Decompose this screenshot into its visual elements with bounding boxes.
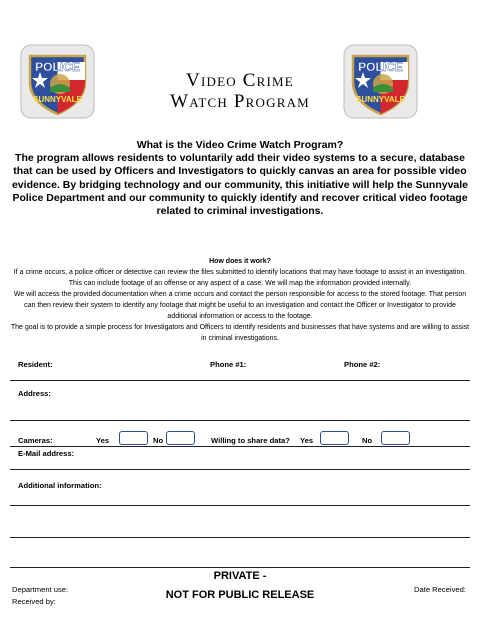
cameras-label: Cameras: [18, 436, 53, 445]
intro-question: What is the Video Crime Watch Program? [136, 139, 344, 151]
title-line-2: Watch Program [170, 91, 310, 112]
willing-no-label: No [362, 436, 373, 445]
resident-label: Resident: [18, 360, 53, 369]
additional-info-label: Additional information: [18, 481, 102, 490]
phone1-label: Phone #1: [210, 360, 247, 369]
svg-text:POLICE: POLICE [35, 60, 80, 74]
svg-text:POLICE: POLICE [358, 60, 403, 74]
willing-no-checkbox[interactable] [381, 431, 410, 445]
svg-text:SUNNYVALE: SUNNYVALE [33, 95, 82, 104]
how-paragraph-2: We will access the provided documentation when a crime occurs and contact the person responsible for access to the stored footage. That person can then review their system to identify any footage that might be useful to an investigation and contact the Officer or Investigator to provide additional information or access to the footage. [13, 291, 467, 320]
private-notice [140, 567, 340, 605]
date-received-label: Date Received: [414, 585, 466, 594]
cameras-yes-checkbox[interactable] [119, 431, 148, 445]
cameras-no-checkbox[interactable] [166, 431, 195, 445]
additional-line-1[interactable] [10, 505, 470, 506]
cameras-line [10, 446, 470, 447]
cameras-no-label: No [153, 436, 164, 445]
willing-yes-checkbox[interactable] [320, 431, 349, 445]
how-paragraph-3: The goal is to provide a simple process for Investigators and Officers to identify residents and businesses that have systems and are willing to assist in criminal investigations. [10, 324, 470, 342]
how-heading: How does it work? [209, 258, 271, 265]
received-by-label: Received by: [12, 597, 56, 606]
email-label: E-Mail address: [18, 449, 75, 458]
svg-text:SUNNYVALE: SUNNYVALE [356, 95, 405, 104]
cameras-yes-label: Yes [96, 436, 110, 445]
email-line[interactable] [10, 469, 470, 470]
phone2-label: Phone #2: [344, 360, 381, 369]
address-label: Address: [18, 389, 51, 398]
police-badge-left-icon [20, 44, 95, 119]
private-line-2: NOT FOR PUBLIC RELEASE [165, 589, 315, 601]
private-line-1: PRIVATE - [213, 570, 267, 582]
address-line[interactable] [10, 420, 470, 421]
additional-line-2[interactable] [10, 537, 470, 538]
department-use-label: Department use: [12, 585, 69, 594]
resident-line[interactable] [10, 380, 470, 381]
intro-body: The program allows residents to voluntarily add their video systems to a secure, database that can be used by Officers and Investigators to quickly canvas an area for possible video evidence. By bridging technology and our community, this initiative will help the Sunnyvale Police Department and our community to quickly identify and recover critical video footage related to criminal investigations. [11, 152, 469, 218]
how-paragraph-1: If a crime occurs, a police officer or detective can review the files submitted to identify locations that may have footage to assist in an investigation. This can include footage of an offense or any aspect of a case. We will map the information provided internally. [13, 269, 467, 287]
page-title [100, 70, 380, 112]
intro-section [10, 139, 470, 218]
title-line-1: Video Crime [186, 70, 294, 91]
willing-yes-label: Yes [300, 436, 314, 445]
how-it-works-section [10, 256, 470, 344]
willing-label: Willing to share data? [211, 436, 290, 445]
